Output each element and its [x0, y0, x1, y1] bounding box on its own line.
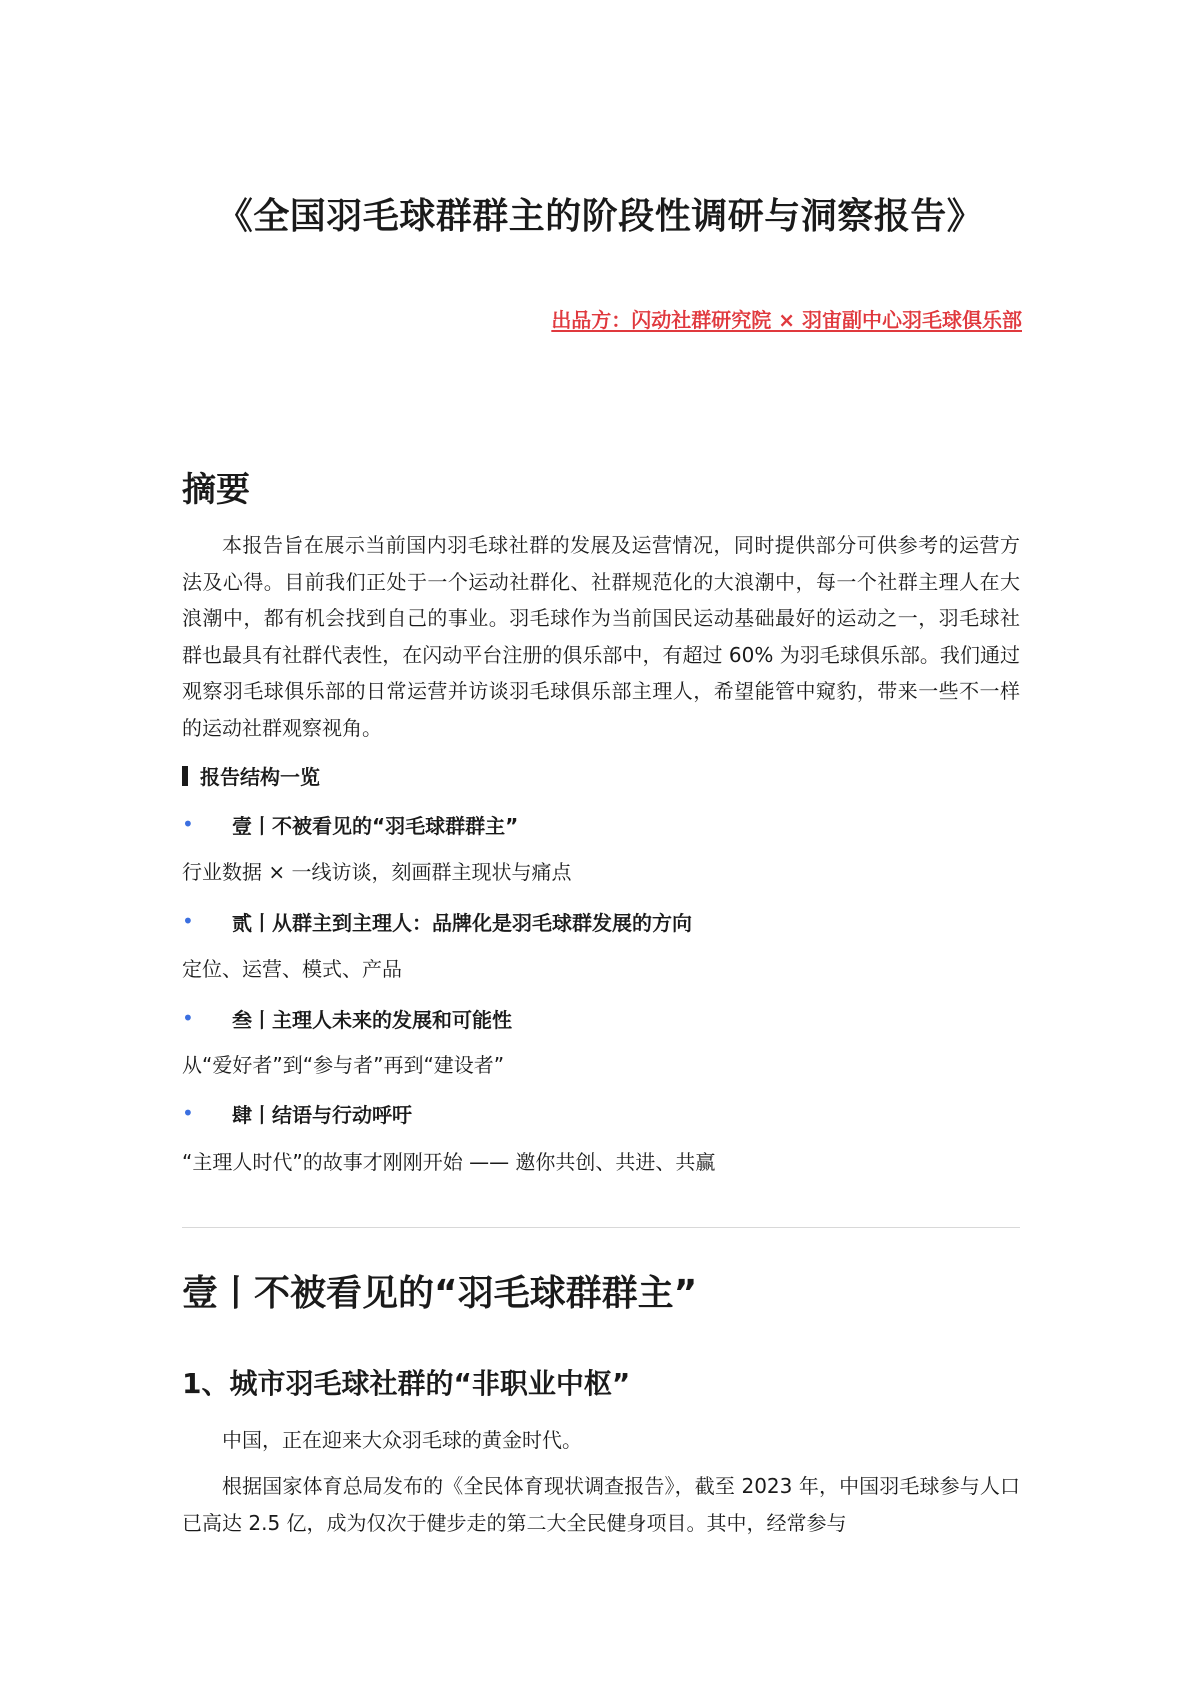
toc-item-title-row [182, 809, 1020, 839]
toc-item-title-row [182, 1098, 1020, 1128]
toc-item-title: 贰丨从群主到主理人：品牌化是羽毛球群发展的方向 [232, 910, 692, 935]
heading-bar-icon [182, 766, 188, 786]
structure-heading-label: 报告结构一览 [200, 765, 320, 789]
section-paragraph-block [182, 1422, 1020, 1459]
toc-item-title-row [182, 906, 1020, 936]
toc-item-title: 肆丨结语与行动呼吁 [232, 1102, 412, 1127]
section-heading-block [182, 1265, 1020, 1316]
document-title: 《全国羽毛球群群主的阶段性调研与洞察报告》 [216, 196, 984, 237]
section-paragraph: 中国，正在迎来大众羽毛球的黄金时代。 [222, 1428, 582, 1452]
bullet-icon: • [182, 1101, 194, 1125]
structure-heading-block [182, 761, 1020, 790]
toc-item-title: 壹丨不被看见的“羽毛球群群主” [232, 813, 519, 838]
toc-item [182, 906, 1020, 936]
toc-item-desc: 定位、运营、模式、产品 [182, 957, 402, 981]
bullet-icon: • [182, 1006, 194, 1030]
toc-item-desc-block [182, 1147, 1020, 1177]
abstract-body-block [182, 527, 1020, 746]
section-paragraph: 根据国家体育总局发布的《全民体育现状调查报告》，截至 2023 年，中国羽毛球参与人口已高达 2.5 亿，成为仅次于健步走的第二大全民健身项目。其中，经常参与 [182, 1474, 1020, 1535]
subsection-heading: 1、城市羽毛球社群的“非职业中枢” [182, 1367, 631, 1400]
toc-item-desc-block [182, 857, 1020, 887]
toc-item-desc-block [182, 954, 1020, 984]
toc-item-desc: 行业数据 × 一线访谈，刻画群主现状与痛点 [182, 860, 572, 884]
bullet-icon: • [182, 812, 194, 836]
toc-item [182, 1003, 1020, 1033]
toc-item-desc: 从“爱好者”到“参与者”再到“建设者” [182, 1053, 505, 1077]
structure-heading [182, 761, 1020, 790]
subheading-block [182, 1362, 1020, 1402]
bullet-icon: • [182, 909, 194, 933]
toc-item-desc-block [182, 1050, 1020, 1080]
abstract-heading-block [182, 462, 1020, 511]
toc-item-desc: “主理人时代”的故事才刚刚开始 —— 邀你共创、共进、共赢 [182, 1150, 716, 1174]
toc-item-title-row [182, 1003, 1020, 1033]
abstract-paragraph: 本报告旨在展示当前国内羽毛球社群的发展及运营情况，同时提供部分可供参考的运营方法及心得。目前我们正处于一个运动社群化、社群规范化的大浪潮中，每一个社群主理人在大浪潮中，都有机会找到自己的事业。羽毛球作为当前国民运动基础最好的运动之一，羽毛球社群也最具有社群代表性，在闪动平台注册的俱乐部中，有超过 60% 为羽毛球俱乐部。我们通过观察羽毛球俱乐部的日常运营并访谈羽毛球俱乐部主理人，希望能管中窥豹，带来一些不一样的运动社群观察视角。 [182, 533, 1020, 740]
section-heading: 壹丨不被看见的“羽毛球群群主” [182, 1273, 698, 1314]
section-paragraph-block [182, 1468, 1020, 1541]
abstract-heading: 摘要 [182, 470, 250, 510]
section-divider [182, 1227, 1020, 1228]
toc-item [182, 1098, 1020, 1128]
toc-item-title: 叁丨主理人未来的发展和可能性 [232, 1007, 512, 1032]
publisher-credit[interactable]: 出品方：闪动社群研究院 × 羽宙副中心羽毛球俱乐部 [551, 308, 1022, 332]
toc-item [182, 809, 1020, 839]
